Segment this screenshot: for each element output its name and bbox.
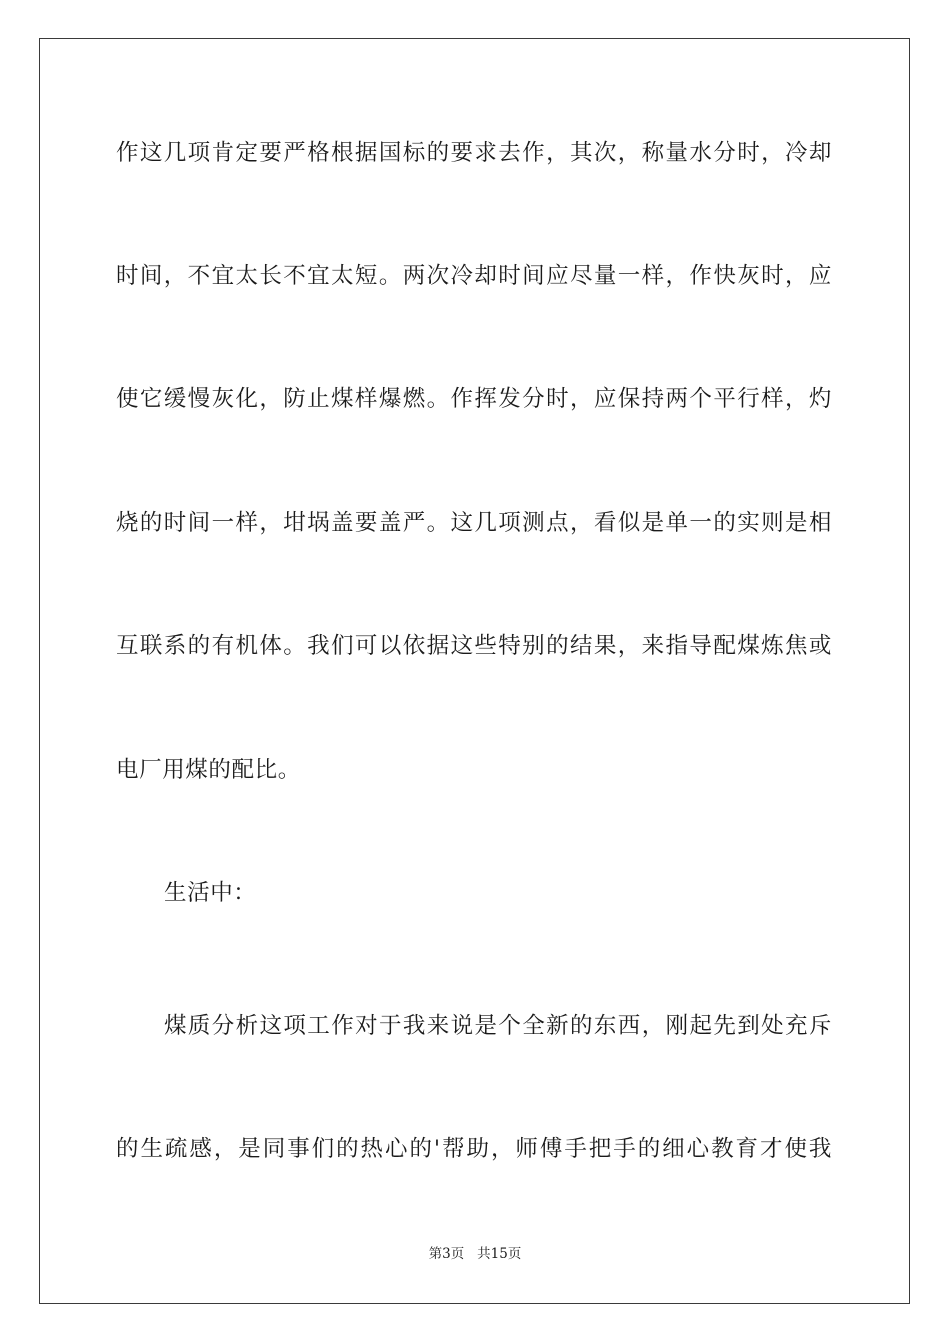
paragraph-line: 互联系的有机体。我们可以依据这些特别的结果，来指导配煤炼焦或 bbox=[116, 633, 832, 659]
paragraph-line: 使它缓慢灰化，防止煤样爆燃。作挥发分时，应保持两个平行样，灼 bbox=[116, 386, 832, 412]
paragraph-line: 煤质分析这项工作对于我来说是个全新的东西，刚起先到处充斥 bbox=[164, 1013, 832, 1039]
paragraph-line: 的生疏感，是同事们的热心的'帮助，师傅手把手的细心教育才使我 bbox=[116, 1136, 832, 1162]
page-footer bbox=[0, 1245, 950, 1263]
paragraph-line: 电厂用煤的配比。 bbox=[116, 757, 301, 783]
page-border bbox=[39, 38, 910, 1304]
paragraph-line: 烧的时间一样，坩埚盖要盖严。这几项测点，看似是单一的实则是相 bbox=[116, 510, 832, 536]
page-number: 第3页 bbox=[428, 1246, 465, 1262]
paragraph-line: 作这几项肯定要严格根据国标的要求去作，其次，称量水分时，冷却 bbox=[116, 140, 832, 166]
section-heading: 生活中： bbox=[164, 880, 257, 906]
paragraph-line: 时间，不宜太长不宜太短。两次冷却时间应尽量一样，作快灰时，应 bbox=[116, 263, 832, 289]
page-total: 共15页 bbox=[477, 1246, 522, 1262]
